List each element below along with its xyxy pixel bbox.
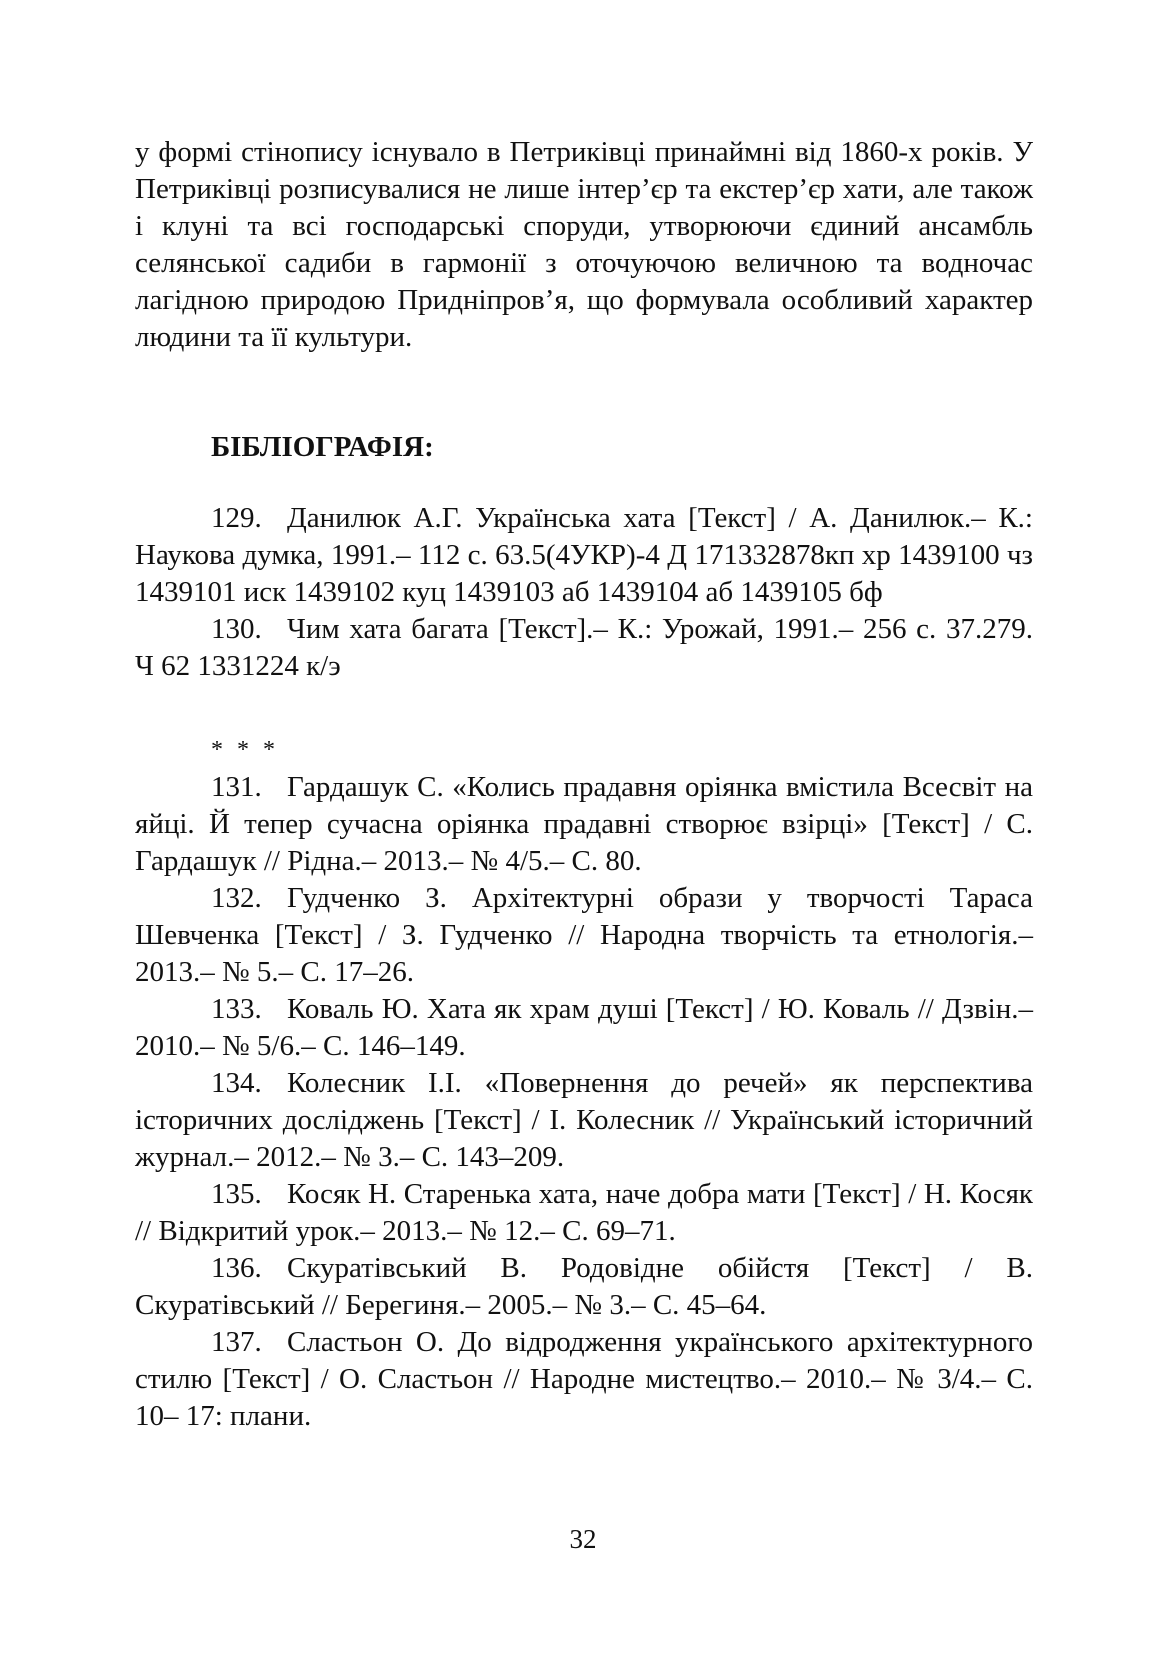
bib-entry-text: Гардашук С. «Колись прадавня оріянка вмістила Всесвіт на яйці. Й тепер сучасна оріянка прадавні створює взірці» [Текст] / С. Гардашук // Рідна.– 2013.– № 4/5.– С. 80. (135, 771, 1033, 877)
bibliography-list-b (135, 769, 1033, 1435)
bib-entry-number: 131. (211, 771, 262, 803)
bib-entry-number: 130. (211, 613, 262, 645)
bib-entry (135, 1324, 1033, 1435)
bib-entry-text: Скуратівський В. Родовідне обійстя [Текст] / В. Скуратівський // Берегиня.– 2005.– № 3.– С. 45–64. (135, 1252, 1033, 1321)
bib-entry (135, 991, 1033, 1065)
bib-entry (135, 500, 1033, 611)
bib-entry-number: 135. (211, 1178, 262, 1210)
bib-entry-text: Чим хата багата [Текст].– К.: Урожай, 1991.– 256 с. 37.279. Ч 62 1331224 к/э (135, 613, 1033, 682)
bib-entry-number: 132. (211, 882, 262, 914)
bib-entry-number: 129. (211, 502, 262, 534)
bib-entry-text: Косяк Н. Старенька хата, наче добра мати [Текст] / Н. Косяк // Відкритий урок.– 2013.– № 12.– С. 69–71. (135, 1178, 1033, 1247)
bib-entry-text: Коваль Ю. Хата як храм душі [Текст] / Ю. Коваль // Дзвін.– 2010.– № 5/6.– С. 146–149. (135, 993, 1033, 1062)
bib-entry-number: 136. (211, 1252, 262, 1284)
intro-paragraph: у формі стінопису існувало в Петриківці принаймні від 1860-х років. У Петриківці розписувалися не лише інтер’єр та екстер’єр хати, але також і клуні та всі господарські споруди, утворюючи єдиний ансамбль селянської садиби в гармонії з оточуючою величною та водночас лагідною природою Придніпров’я, що формувала особливий характер людини та її культури. (135, 136, 1033, 353)
bib-entry-text: Данилюк А.Г. Українська хата [Текст] / А. Данилюк.– К.: Наукова думка, 1991.– 112 с. 63.5(4УКР)-4 Д 171332878кп хр 1439100 чз 1439101 иск 1439102 куц 1439103 аб 1439104 аб 1439105 бф (135, 502, 1033, 608)
bib-entry-number: 134. (211, 1067, 262, 1099)
bib-entry-text: Колесник І.І. «Повернення до речей» як перспектива історичних досліджень [Текст] / І. Колесник // Український історичний журнал.– 2012.– № 3.– С. 143–209. (135, 1067, 1033, 1173)
bib-entry (135, 769, 1033, 880)
document-page (135, 134, 1033, 1435)
bib-entry (135, 611, 1033, 685)
page-number: 32 (569, 1524, 597, 1554)
bib-entry (135, 880, 1033, 991)
bib-entry (135, 1065, 1033, 1176)
bib-entry (135, 1250, 1033, 1324)
bibliography-heading: БІБЛІОГРАФІЯ: (211, 431, 434, 463)
bib-entry-text: Сластьон О. До відродження українського архітектурного стилю [Текст] / О. Сластьон // Народне мистецтво.– 2010.– № 3/4.– С. 10– 17: плани. (135, 1326, 1033, 1432)
bib-entry-text: Гудченко З. Архітектурні образи у творчості Тараса Шевченка [Текст] / З. Гудченко // Народна творчість та етнологія.– 2013.– № 5.– С. 17–26. (135, 882, 1033, 988)
bibliography-list-a (135, 500, 1033, 685)
bib-entry-number: 133. (211, 993, 262, 1025)
bib-entry-number: 137. (211, 1326, 262, 1358)
section-separator: * * * (211, 737, 279, 763)
bib-entry (135, 1176, 1033, 1250)
